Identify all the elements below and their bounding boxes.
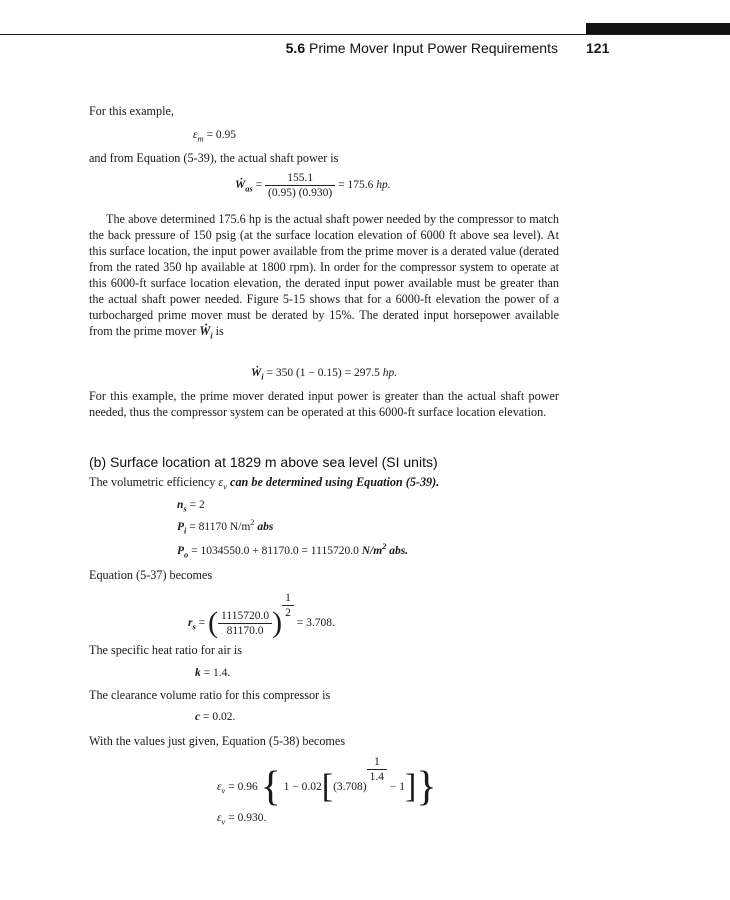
equation-ns: $n_s = 2$ xyxy=(177,499,205,514)
intro-line: For this example, xyxy=(89,104,174,118)
equation-em: $\varepsilon_m = 0.95$ xyxy=(193,129,237,144)
section-title: Prime Mover Input Power Requirements xyxy=(309,40,558,56)
equation-ev-expanded: $\varepsilon_v = 0.96$ { 1 − 0.02[(3.708) $\frac{1}{1.4}$ − 1]} xyxy=(217,756,437,811)
paragraph-derating: The above determined 175.6 hp is the actual shaft power needed by the compressor to match the back pressure of 150 psig (at the surface location elevation of 6000 ft above sea level). At this surface location, the input power available from the prime mover is a derated value (derated from the rated 350 hp available at 1800 rpm). In order for the compressor system to operate at this 6000-ft surface location elevation, the derated input power available must be greater than the actual shaft power needed. Figure 5-15 shows that for a 6000-ft elevation the power of a turbocharged prime mover must be derated by 15%. The derated input horsepower available from the prime mover Ẇ$_i$ is xyxy=(89,212,559,341)
ev-exponent: $\frac{1}{1.4}$ xyxy=(367,755,387,784)
was-fraction: $\frac{155.1}{(0.95) (0.930)}$ xyxy=(265,171,335,200)
page-number: 121 xyxy=(586,40,610,56)
equation-c: c = 0.02. xyxy=(195,711,236,723)
shaft-power-intro: and from Equation (5-39), the actual shaft power is xyxy=(89,151,339,165)
equation-was: Ẇ$_{as}$ = $\frac{155.1}{(0.95) (0.930)}$ = 175.6 hp. xyxy=(235,172,391,199)
equation-5-38-intro: With the values just given, Equation (5-38) becomes xyxy=(89,734,346,748)
header-corner-bar xyxy=(586,23,730,34)
equation-5-37-intro: Equation (5-37) becomes xyxy=(89,568,213,582)
equation-ev-result: $\varepsilon_v = 0.930$. xyxy=(217,812,267,827)
equation-pi: $P_i = 81170$ $N/m^2$ abs xyxy=(177,517,274,536)
equation-k: k = 1.4. xyxy=(195,667,231,679)
equation-po: $P_o = 1034550.0 + 81170.0 = 1115720.0$ $N/m^2$ abs. xyxy=(177,541,409,560)
volumetric-efficiency-intro: The volumetric efficiency $\varepsilon_v$ can be determined using Equation (5-39). xyxy=(89,475,440,492)
equation-wi: Ẇ$_i$ = 350 (1 − 0.15) = 297.5 hp. xyxy=(251,367,398,382)
paragraph-conclusion: For this example, the prime mover derated input power is greater than the actual shaft power needed, thus the compressor system can be operated at this 6000-ft surface location elevation. xyxy=(89,389,559,419)
section-b-heading: (b) Surface location at 1829 m above sea level (SI units) xyxy=(89,454,438,470)
running-head xyxy=(286,40,558,56)
section-number: 5.6 xyxy=(285,40,306,56)
rs-fraction: $\frac{1115720.0}{81170.0}$ xyxy=(218,609,272,638)
clearance-ratio-intro: The clearance volume ratio for this compressor is xyxy=(89,688,331,702)
specific-heat-intro: The specific heat ratio for air is xyxy=(89,643,242,657)
equation-rs: $r_s$ = ( $\frac{1115720.0}{81170.0}$ ) $\frac{1}{2}$ = 3.708. xyxy=(188,592,335,640)
rs-exponent: $\frac{1}{2}$ xyxy=(282,591,294,620)
header-rule xyxy=(0,34,730,35)
